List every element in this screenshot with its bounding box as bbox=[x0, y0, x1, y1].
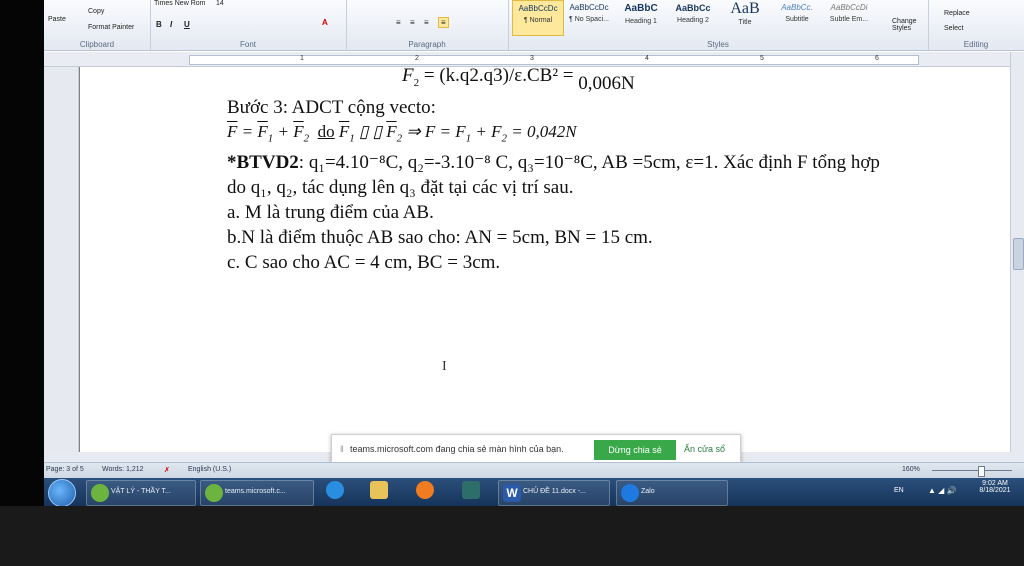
grip-icon[interactable]: ‖ bbox=[340, 444, 344, 454]
hide-window-link[interactable]: Ẩn cửa sổ bbox=[684, 444, 726, 454]
clipboard-group bbox=[44, 0, 151, 50]
clipboard-label: Clipboard bbox=[79, 40, 115, 49]
paragraph-group bbox=[346, 0, 509, 50]
status-bar bbox=[44, 462, 1024, 479]
style-heading-2[interactable]: AaBbCc Heading 2 bbox=[675, 3, 711, 24]
bold-button[interactable]: B bbox=[156, 20, 162, 29]
ruler-number: 2 bbox=[415, 55, 419, 62]
taskbar-item-zalo[interactable]: Zalo bbox=[616, 480, 728, 506]
zoom-level[interactable]: 160% bbox=[902, 466, 920, 473]
ruler-number: 4 bbox=[645, 55, 649, 62]
page-count[interactable]: Page: 3 of 5 bbox=[46, 466, 84, 473]
tray-icons[interactable]: ▲ ◢ 🔊 bbox=[928, 486, 957, 495]
zalo-icon bbox=[621, 484, 639, 502]
style-subtitle[interactable]: AaBbCc. Subtitle bbox=[781, 3, 813, 23]
app-icon[interactable] bbox=[462, 481, 480, 499]
zoom-slider[interactable] bbox=[932, 470, 1012, 471]
ruler-number: 3 bbox=[530, 55, 534, 62]
doc-line-step3: Bước 3: ADCT cộng vecto: bbox=[227, 97, 436, 118]
style-heading-1[interactable]: AaBbC Heading 1 bbox=[624, 3, 658, 25]
zoom-slider-thumb[interactable] bbox=[978, 466, 985, 477]
share-message: teams.microsoft.com đang chia sẻ màn hình của bạn. bbox=[350, 444, 564, 454]
media-player-icon[interactable] bbox=[416, 481, 434, 499]
stop-sharing-button[interactable]: Dừng chia sẻ bbox=[594, 440, 676, 460]
change-styles-button[interactable]: Change Styles bbox=[892, 18, 917, 32]
language-indicator[interactable]: English (U.S.) bbox=[188, 466, 232, 473]
paste-button[interactable]: Paste bbox=[48, 16, 66, 23]
text-cursor-icon: I bbox=[442, 359, 447, 374]
bottom-dark-area bbox=[0, 506, 1024, 566]
style-title[interactable]: AaB Title bbox=[730, 0, 760, 26]
scroll-thumb[interactable] bbox=[1013, 238, 1024, 270]
style-no-spacing[interactable]: AaBbCcDc ¶ No Spaci... bbox=[569, 3, 609, 23]
ruler-number: 6 bbox=[875, 55, 879, 62]
left-black-border bbox=[0, 0, 44, 566]
ruler-number: 1 bbox=[300, 55, 304, 62]
styles-group bbox=[508, 0, 929, 50]
document-page[interactable] bbox=[80, 67, 1010, 452]
taskbar-item-word[interactable]: W CHỦ ĐỀ 11.docx -... bbox=[498, 480, 610, 506]
doc-line-formula-top: $F_2 = (k.q2.q3)/\varepsilon.CB^2 = 0,006N$ bbox=[402, 65, 635, 94]
doc-line-btvd2: *BTVD2: q₁=4.10⁻⁸C, q₂=-3.10⁻⁸ C, q₃=10⁻⁸C, AB =5cm, ε=1. Xác định F tổng hợp bbox=[227, 152, 880, 173]
font-group bbox=[150, 0, 347, 50]
ruler-number: 5 bbox=[760, 55, 764, 62]
font-name-select[interactable]: Times New Rom bbox=[154, 0, 206, 7]
doc-line-vector-sum: $\overline{F} = \overline{F}_1 + \overline{F}_2$ do $\overline{F}_1$ ▯ ▯ $\overline{F}_2$ ⇒ $F = F_1 + F_2 = 0,042N$ bbox=[227, 122, 577, 145]
style-subtle-emphasis[interactable]: AaBbCcDi Subtle Em... bbox=[829, 3, 869, 23]
editing-label: Editing bbox=[963, 40, 989, 49]
word-icon: W bbox=[503, 484, 521, 502]
doc-line-6: b.N là điểm thuộc AB sao cho: AN = 5cm, BN = 15 cm. bbox=[227, 227, 653, 248]
chrome-icon bbox=[205, 484, 223, 502]
copy-button[interactable]: Copy bbox=[88, 8, 105, 15]
editing-group bbox=[928, 0, 1024, 50]
taskbar bbox=[44, 478, 1024, 506]
justify-icon[interactable]: ≡ bbox=[438, 17, 449, 28]
start-button[interactable] bbox=[48, 479, 76, 506]
style-normal[interactable]: AaBbCcDc ¶ Normal bbox=[512, 0, 564, 36]
format-painter-button[interactable]: Format Painter bbox=[88, 24, 135, 31]
font-label: Font bbox=[239, 40, 256, 49]
ie-icon[interactable] bbox=[326, 481, 344, 499]
doc-line-5: a. M là trung điểm của AB. bbox=[227, 202, 434, 223]
ribbon bbox=[44, 0, 1024, 51]
taskbar-item-vatly[interactable]: VẬT LÝ - THẦY T... bbox=[86, 480, 196, 506]
styles-label: Styles bbox=[707, 40, 729, 49]
folder-icon[interactable] bbox=[370, 481, 388, 499]
chrome-icon bbox=[91, 484, 109, 502]
paragraph-label: Paragraph bbox=[408, 40, 446, 49]
taskbar-item-teams[interactable]: teams.microsoft.c... bbox=[200, 480, 314, 506]
ruler-track[interactable] bbox=[189, 55, 919, 65]
doc-line-7: c. C sao cho AC = 4 cm, BC = 3cm. bbox=[227, 252, 501, 273]
vertical-ruler bbox=[44, 67, 79, 452]
language-bar[interactable]: EN bbox=[894, 487, 904, 494]
doc-value: 0,006N bbox=[578, 73, 635, 94]
select-button[interactable]: Select bbox=[944, 25, 964, 32]
align-center-icon[interactable]: ≡ bbox=[410, 18, 415, 27]
font-size-select[interactable]: 14 bbox=[216, 0, 224, 7]
proofing-icon[interactable]: ✗ bbox=[164, 467, 170, 474]
doc-line-4: do q₁, q₂, tác dụng lên q₃ đặt tại các vị trí sau. bbox=[227, 177, 574, 198]
vertical-scrollbar[interactable] bbox=[1010, 52, 1024, 452]
word-count[interactable]: Words: 1,212 bbox=[102, 466, 144, 473]
font-color-icon[interactable]: A bbox=[322, 18, 328, 27]
align-left-icon[interactable]: ≡ bbox=[396, 18, 401, 27]
italic-button[interactable]: I bbox=[170, 20, 173, 29]
word-window bbox=[44, 0, 1024, 506]
align-right-icon[interactable]: ≡ bbox=[424, 18, 429, 27]
replace-button[interactable]: Replace bbox=[944, 10, 970, 17]
system-clock[interactable]: 9:02 AM 8/18/2021 bbox=[979, 480, 1011, 494]
underline-button[interactable]: U bbox=[184, 20, 190, 29]
